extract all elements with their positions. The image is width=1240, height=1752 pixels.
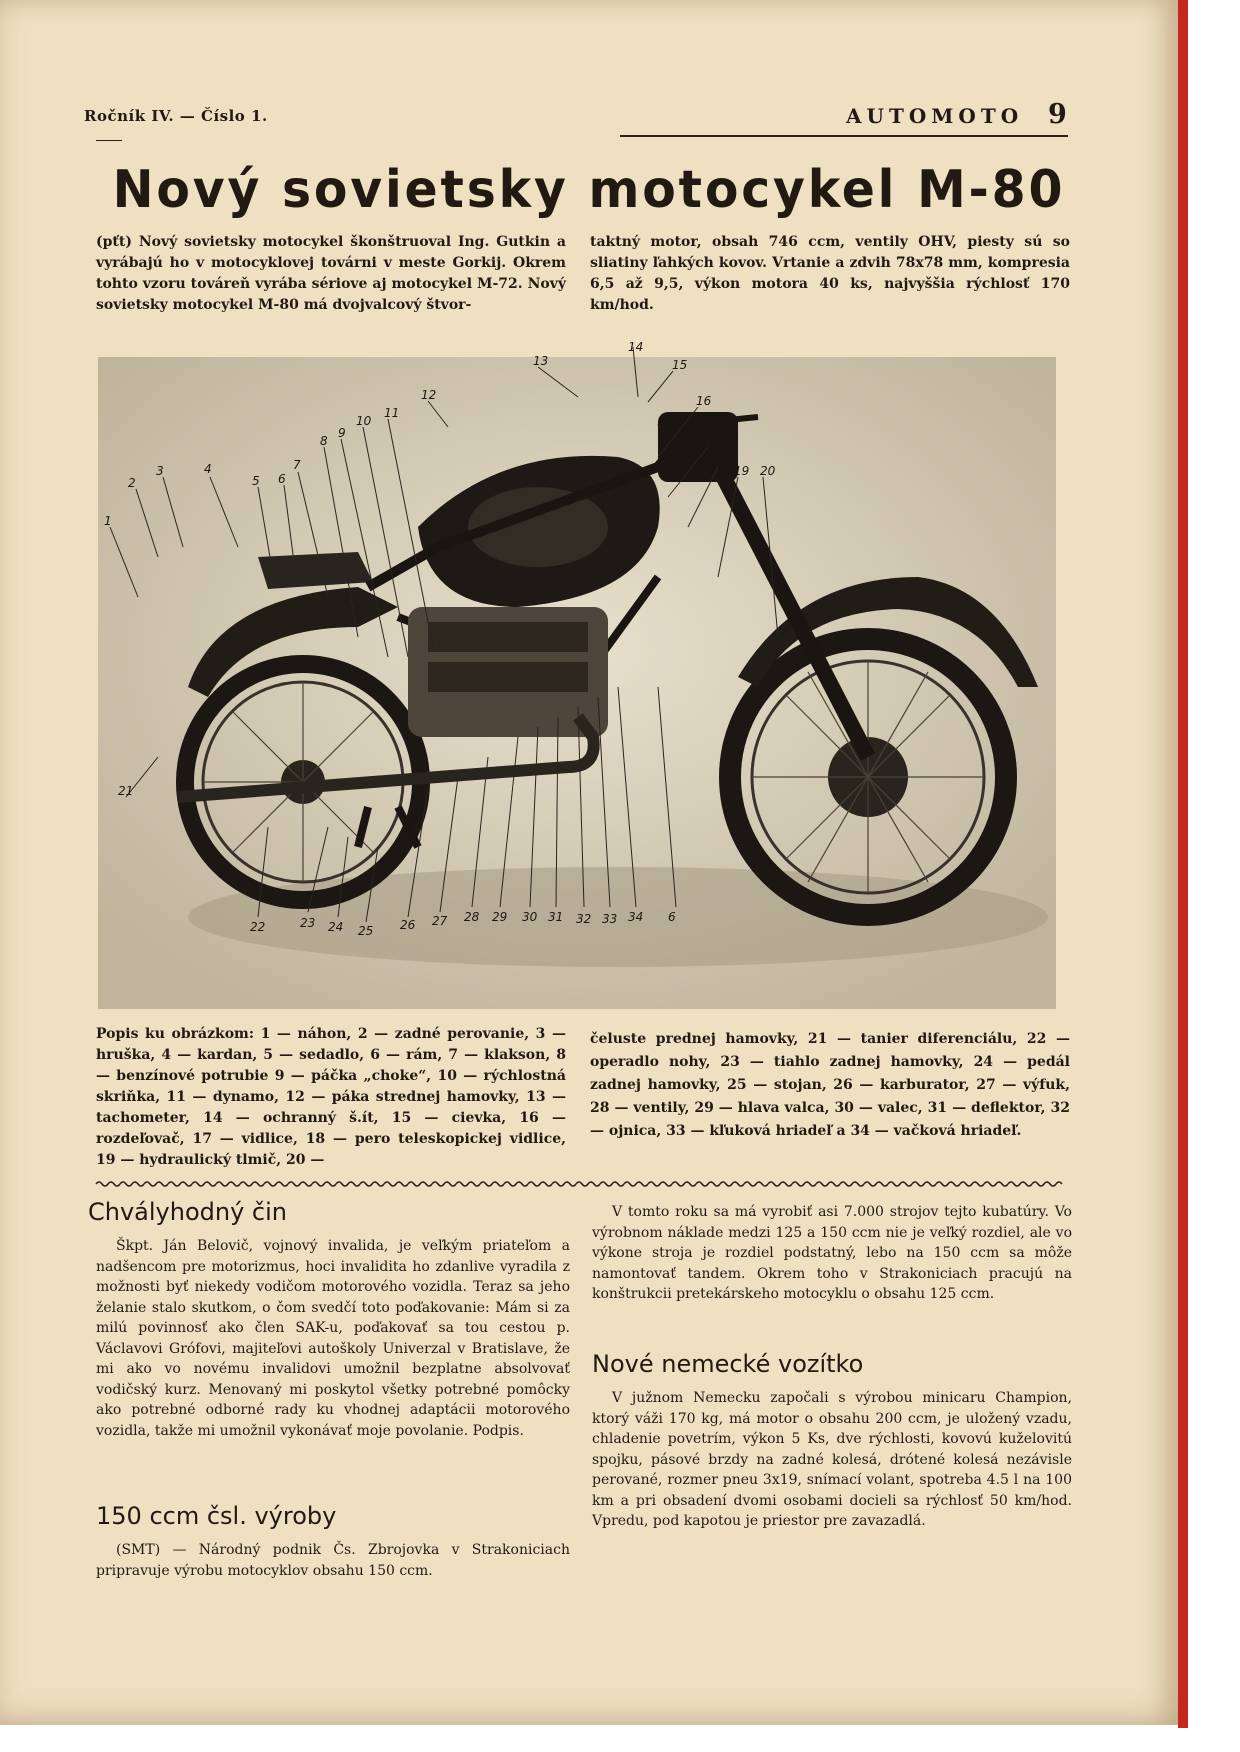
article-body: Škpt. Ján Belovič, vojnový invalida, je veľkým priateľom a nadšencom pre motorizmus, hoci invalidita ho zdanlive vyradila z možnosti byť niekedy vodičom motorového vozidla. Teraz sa jeho želanie stalo skutkom, o čom svedčí toto poďakovanie: Mám si za milú povinnosť ako člen SAK-u, poďakovať sa tou cestou p. Václavovi Grófovi, majiteľovi autoškoly Univerzal v Bratislave, že mi ako vo novému invalidovi umožnil bezplatne absolvovať vodičský kurz. Menovaný mi poskytol všetky potrebné pomôcky ako potrebné odborné rady ku vhodnej adaptácii motorového vozidla, takže mi umožnil vykonávať moje povolanie. Podpis. [96, 1238, 570, 1439]
fig-label: 4 [204, 462, 212, 476]
fig-label: 21 [118, 784, 134, 798]
article-title: Nový sovietsky motocykel M-80 [112, 160, 1066, 220]
fig-label: 10 [356, 414, 372, 428]
fig-label: 24 [328, 920, 344, 934]
fig-label: 6 [278, 472, 286, 486]
fig-label: 29 [492, 910, 508, 924]
fig-label: 18 [716, 454, 732, 468]
magazine-name: AUTOMOTO [846, 104, 1024, 128]
fig-label: 11 [384, 406, 400, 420]
issue-info: Ročník IV. — Číslo 1. [84, 107, 268, 125]
figure-caption-right: čeluste prednej hamovky, 21 — tanier diferenciálu, 22 — operadlo nohy, 23 — tiahlo zadnej hamovky, 24 — pedál zadnej hamovky, 25 — stojan, 26 — karburator, 27 — výfuk, 28 — ventily, 29 — hlava valca, 30 — valec, 31 — deflektor, 32 — ojnica, 33 — kľuková hriadeľ a 34 — vačková hriadeľ. [590, 1031, 1070, 1139]
header-rule [620, 135, 1068, 137]
fig-label: 9 [338, 426, 346, 440]
fig-label: 27 [432, 914, 448, 928]
fig-label: 23 [300, 916, 316, 930]
fig-label: 19 [734, 464, 750, 478]
article-body: V južnom Nemecku započali s výrobou minicaru Champion, ktorý váži 170 kg, má motor o obsahu 200 ccm, je uložený vzadu, chladenie povetrím, výkon 5 Ks, dve rýchlosti, kovovú kuželovitú spojku, pásové brzdy na zadné kolesá, drótené kolesá nezávisle perované, rozmer pneu 3x19, snímací volant, spotreba 4.5 l na 100 km a pri obsadení dvomi osobami docieli sa rýchlosť 50 km/hod. Vpredu, pod kapotou je priestor pre zavazadlá. [592, 1390, 1072, 1529]
section-heading: 150 ccm čsl. výroby [96, 1502, 337, 1530]
section-divider [96, 1180, 1066, 1188]
fig-label: 6 [668, 910, 676, 924]
fig-label: 33 [602, 912, 618, 926]
section-heading: Nové nemecké vozítko [592, 1350, 864, 1378]
fig-label: 34 [628, 910, 644, 924]
intro-right-column: taktný motor, obsah 746 ccm, ventily OHV, piesty sú so sliatiny ľahkých kovov. Vrtanie a zdvih 78x78 mm, kompresia 6,5 až 9,5, výkon motora 40 ks, najvyššia rýchlosť 170 km/hod. [590, 234, 1070, 313]
page-edge [1178, 0, 1188, 1728]
fig-label: 28 [464, 910, 480, 924]
page-number: 9 [1048, 99, 1067, 130]
headlamp [658, 412, 738, 482]
fig-label: 17 [706, 434, 722, 448]
article-body: (SMT) — Národný podnik Čs. Zbrojovka v Strakoniciach pripravuje výrobu motocyklov obsahu 150 ccm. [96, 1542, 570, 1579]
fig-label: 22 [250, 920, 266, 934]
fig-label: 15 [672, 358, 688, 372]
fig-label: 20 [760, 464, 776, 478]
section-heading: Chvályhodný čin [88, 1198, 287, 1226]
fig-label: 25 [358, 924, 374, 938]
fig-label: 1 [104, 514, 112, 528]
fig-label: 13 [533, 354, 549, 368]
fig-label: 3 [156, 464, 164, 478]
fig-label: 5 [252, 474, 260, 488]
figure-caption-left: Popis ku obrázkom: 1 — náhon, 2 — zadné perovanie, 3 — hruška, 4 — kardan, 5 — sedadlo, 6 — rám, 7 — klakson, 8 — benzínové potrubie 9 — páčka „choke“, 10 — rýchlostná skriňka, 11 — dynamo, 12 — páka strednej hamovky, 13 — tachometer, 14 — ochranný š.ít, 15 — cievka, 16 — rozdeľovač, 17 — vidlice, 18 — pero teleskopickej vidlice, 19 — hydraulický tlmič, 20 — [96, 1026, 566, 1168]
motorcycle-drawing [98, 340, 1056, 1009]
fig-label: 31 [548, 910, 564, 924]
article-body-continued: V tomto roku sa má vyrobiť asi 7.000 strojov tejto kubatúry. Vo výrobnom náklade medzi 125 a 150 ccm nie je veľký rozdiel, ale vo výkone stroja je rozdiel podstatný, lebo na 150 ccm sa môže namontovať tandem. Okrem toho v Strakoniciach pracujú na konštrukcii pretekárskeho motocyklu o obsahu 125 ccm. [592, 1204, 1072, 1302]
fig-label: 32 [576, 912, 592, 926]
fig-label: 30 [522, 910, 538, 924]
fig-label: 26 [400, 918, 416, 932]
intro-left-column: (pťt) Nový sovietsky motocykel škonštruoval Ing. Gutkin a vyrábajú ho v motocyklovej továrni v meste Gorkij. Okrem tohto vzoru továreň vyrába sériove aj motocykel M-72. Nový sovietsky motocykel M-80 má dvojvalcový štvor- [96, 234, 566, 313]
fig-label: 2 [128, 476, 136, 490]
motorcycle-photo [98, 340, 1056, 1009]
fig-label: 16 [696, 394, 712, 408]
fig-label: 8 [320, 434, 328, 448]
fig-label: 7 [293, 458, 301, 472]
header-rule-short [96, 140, 122, 141]
fig-label: 12 [421, 388, 437, 402]
fig-label: 14 [628, 340, 644, 354]
